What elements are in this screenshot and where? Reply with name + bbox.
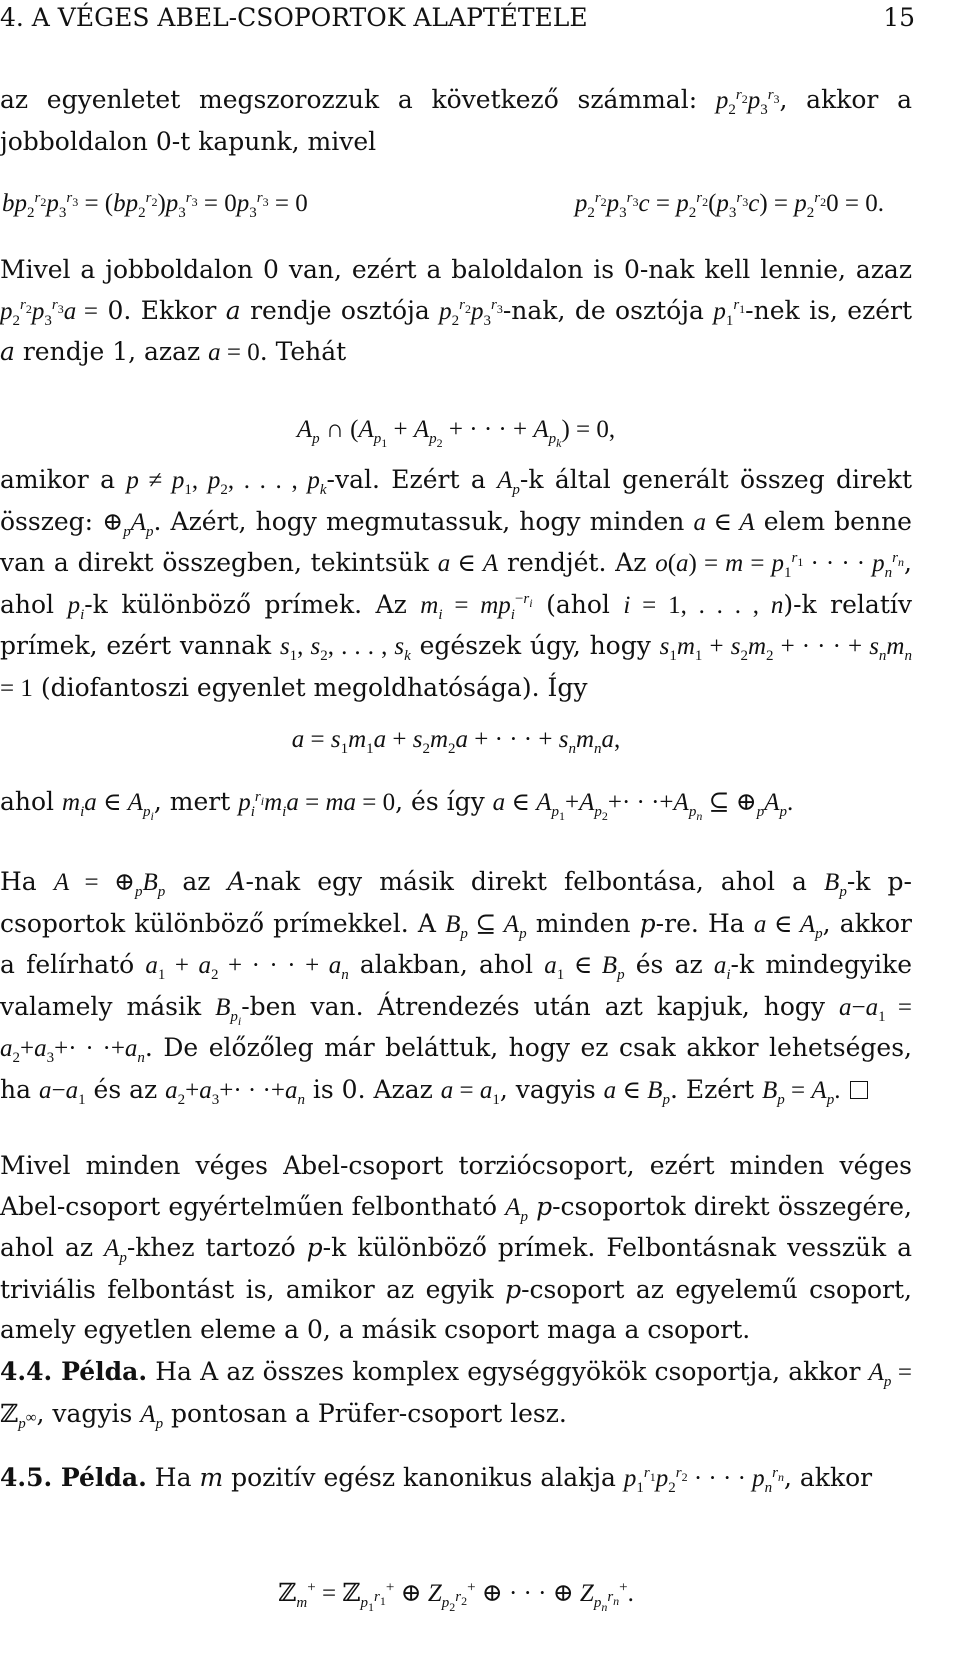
example-label: 4.5. Példa. [0,1463,147,1492]
paragraph-summary: Mivel minden véges Abel-csoport torziócsoport, ezért minden véges Abel-csoport egyértelműen felbontható $A_p$ p-csoportok direkt összegére, ahol az $A_p$-khez tartozó p-k különböző prímek. Felbontásnak vesszük a triviális felbontást is, amikor az egyik p-csoport az egyelemű csoport, amely egyetlen eleme a 0, a másik csoport maga a csoport. [0,1151,912,1344]
header-title: 4. A VÉGES ABEL-CSOPORTOK ALAPTÉTELE [0,3,588,32]
paragraph-intro: az egyenletet megszorozzuk a következő számmal: $p_2^{r_2}p_3^{r_3}$, akkor a jobboldalon 0-t kapunk, mivel [0,85,912,156]
equation-zm-decomposition: ℤ$_m$+ = ℤ$_{p_1^{r_1}}$+ ⊕ $Z_{p_2^{r_2}}^+$ ⊕ · · · ⊕ $Z_{p_n^{r_n}}^+$. [278,1579,634,1614]
example-4-5: 4.5. Példa. Ha m pozitív egész kanonikus alakja $p_1^{r_1}p_2^{r_2}$ · · · · $p_n^{r_n}$, akkor [0,1463,873,1496]
example-4-4: 4.4. Példa. Ha A az összes komplex egységgyökök csoportja, akkor $A_p$ = ℤ$_{p^\infty}$, vagyis $A_p$ pontosan a Prüfer-csoport lesz. [0,1357,912,1432]
example-label: 4.4. Példa. [0,1357,148,1386]
page-number: 15 [883,3,915,32]
qed-square-icon [850,1081,868,1099]
paragraph-order: Mivel a jobboldalon 0 van, ezért a baloldalon is 0-nak kell lennie, azaz $p_2^{r_2}p_3^{r_3}a = 0$. Ekkor a rendje osztója $p_2^{r_2}p_3^{r_3}$-nak, de osztója $p_1^{r_1}$-nek is, ezért a rendje 1, azaz a = 0. Tehát [0,255,913,366]
paragraph-direct-sum: amikor a $p \ne p_1$, $p_2$, . . . , $p_k$-val. Ezért a $A_p-k$ által generált összeg direkt összeg: $\oplus_pA_p$. Azért, hogy megmutassuk, hogy minden a ∈ A elem benne van a direkt összegben, tekintsük a ∈ A rendjét. Az $o(a) = m = p_1^{r_1}$ · · · · $p_n^{r_n}$, ahol $p_i-k$ különböző prímek. Az $m_i = mp_i^{-r_i}$ (ahol i = 1, . . . , n)-k relatív prímek, ezért vannak $s_1$, $s_2$, . . . , $s_k$ egészek úgy, hogy $s_1m_1 + s_2m_2$ + · · · + $s_nm_n = 1$ (diofantoszi egyenlet megoldhatósága). Így [0,465,912,702]
equation-a-sum: $a = s_1m_1a + s_2m_2a$ + · · · + $s_nm_na$, [291,726,621,757]
paragraph-uniqueness: Ha $A = \oplus_pB_p$ az A-nak egy másik direkt felbontása, ahol a $B_p-k$ p-csoportok különböző prímekkel. A $B_p$ ⊆ $A_p$ minden p-re. Ha a ∈ $A_p$, akkor a felírható $a_1 + a_2$ + · · · + $a_n$ alakban, ahol $a_1$ ∈ $B_p$ és az $a_i-k$ mindegyike valamely másik $B_{p_i}$-ben van. Átrendezés után azt kapjuk, hogy $a-a_1 = a_2+a_3+\cdot \cdot \cdot+a_n$. De előzőleg már beláttuk, hogy ez csak akkor lehetséges, ha $a-a_1$ és az $a_2+a_3+\cdot \cdot \cdot+a_n$ is 0. Azaz $a = a_1$, vagyis a ∈ $B_p$. Ezért $B_p = A_p$. [0,867,913,1108]
equation-pair: $bp_2^{r_2}p_3^{r_3} = (bp_2^{r_2})p_3^{r_3} = 0p_3^{r_3} = 0$ $p_2^{r_2}p_3^{r_3}c = p_2^{r_2}(p_3^{r_3}c) = p_2^{r_2}0 = 0$. [2,189,884,221]
running-header [0,2,915,34]
paragraph-membership: ahol $m_ia$ ∈ $A_{p_i}$, mert $p_i^{r_i}m_ia$ = ma = 0, és így a ∈ $A_{p_1}+A_{p_2}+\cdot \cdot \cdot+A_{p_n}$ ⊆ $\oplus_pA_p$. [0,787,794,823]
equation-intersection: $A_p$ ∩ ($A_{p_1} + A_{p_2}$ + · · · + $A_{p_k}) = 0$, [296,416,616,450]
